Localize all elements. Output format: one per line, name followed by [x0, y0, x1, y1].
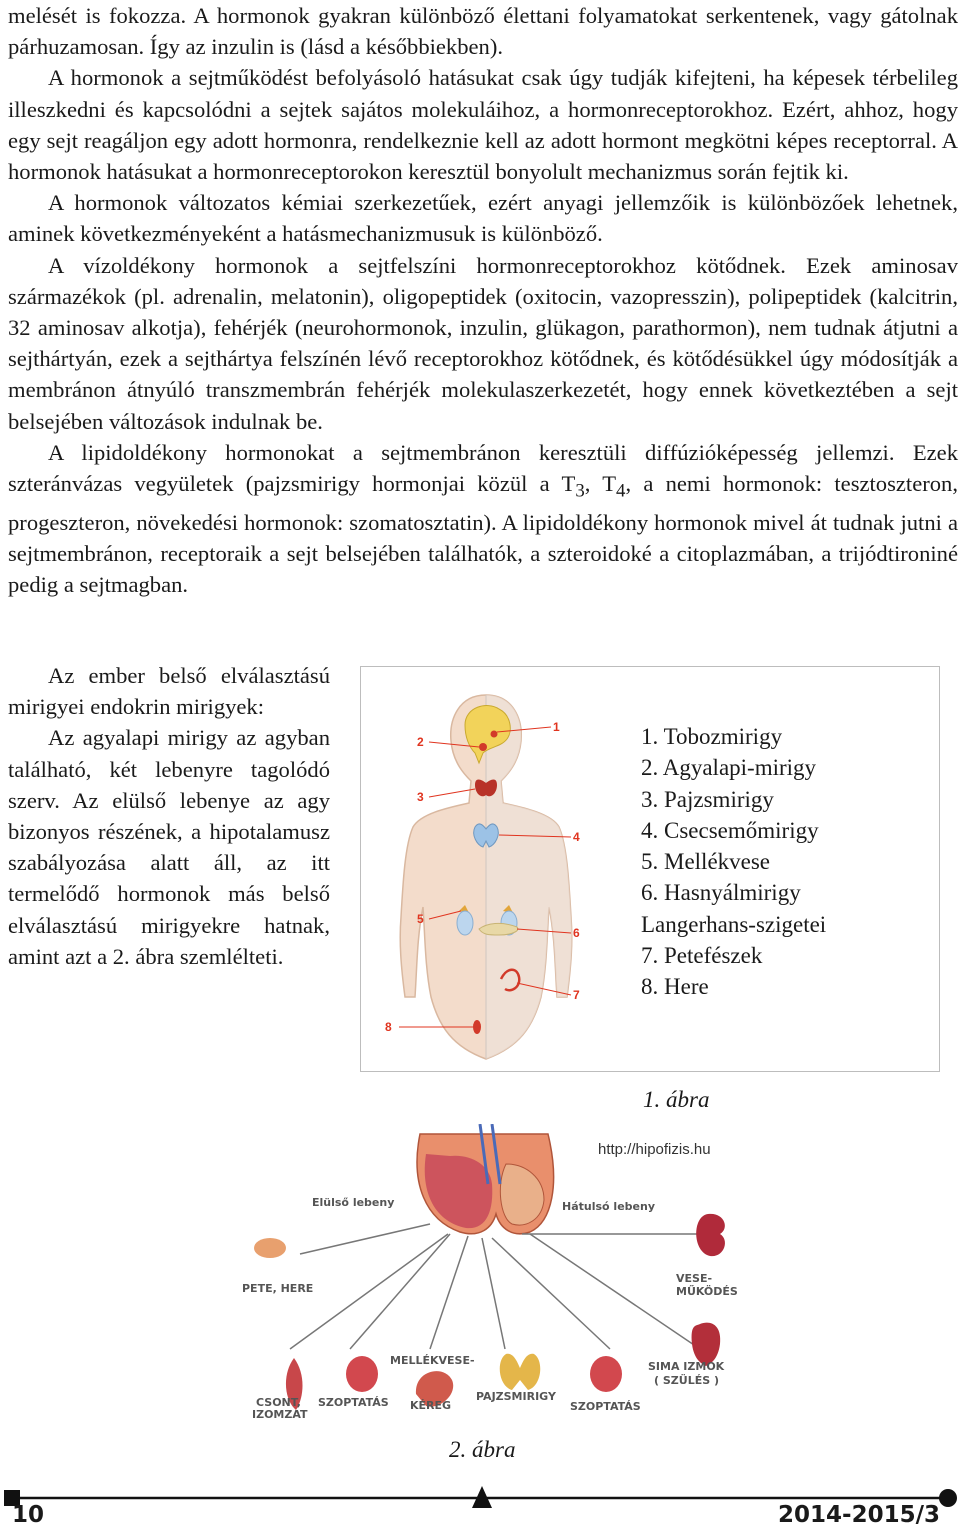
label-posterior-lobe: Hátulsó lebeny: [562, 1200, 655, 1213]
label-bone-2: IZOMZAT: [252, 1408, 308, 1421]
legend-item: 6. Hasnyálmirigy: [641, 880, 801, 906]
side-paragraph: Az agyalapi mirigy az agyban található, két lebenyre tagolódó szerv. Az elülső lebenye az agy bizonyos részének, a hipotalamusz szabályozása alatt áll, az itt termelődő hormonok más belső elválasztású mirigyekre hatnak, amint azt a 2. ábra szemlélteti.: [8, 725, 330, 969]
testes-icon: [254, 1238, 286, 1258]
paragraph-4: A vízoldékony hormonok a sejtfelszíni hormonreceptorokhoz kötődnek. Ezek aminosav származékok (pl. adrenalin, melatonin), oligopeptidek (oxitocin, vazopresszin), polipeptidek (kalcitrin, 32 aminosav alkotja), fehérjék (neurohormonok, inzulin, glükagon, parathormon), nem tudnak átjutni a sejthártyán, ezek a sejthártya felszínén lévő receptorokhoz kötődnek, és kötődésükkel úgy módosítják a membránon átnyúló transzmembrán fehérjék molekulaszerkezetét, hogy ennek következtében a sejt belsejében változások indulnak be.: [8, 252, 958, 434]
side-text: [8, 660, 330, 972]
paragraph-5: A lipidoldékony hormonokat a sejtmembránon keresztüli diffúzióképesség jellemzi. Ezek szteránvázas vegyületek (pajzsmirigy hormonjai közül a $T_3$, $T_4$, a nemi hormonok: tesztoszteron, progeszteron, növekedési hormonok: szomatosztatin). A lipidoldékony hormonok mivel át tudnak jutni a sejtmembránon, receptoraik a sejt belsejében találhatók, a szteroidoké a citoplazmában, a trijódtironiné pedig a sejtmagban.: [8, 439, 958, 598]
marker-8: 8: [385, 1020, 392, 1034]
figure-2-caption: 2. ábra: [449, 1437, 516, 1462]
marker-2: 2: [417, 735, 424, 749]
label-kidney-1: VESE-: [676, 1272, 713, 1285]
leader-3: [429, 789, 475, 797]
label-nursing-right: SZOPTATÁS: [570, 1400, 641, 1413]
footer-circle-icon: [939, 1489, 957, 1507]
label-thyroid: PAJZSMIRIGY: [476, 1390, 556, 1403]
paragraph-3: A hormonok változatos kémiai szerkezetűek, ezért anyagi jellemzőik is különbözőek lehetnek, aminek következményeként a hatásmechanizmusuk is különböző.: [8, 190, 958, 247]
breast-icon-right: [590, 1356, 622, 1392]
legend-item: 7. Petefészek: [641, 943, 763, 969]
pineal-icon: [491, 731, 498, 738]
marker-4: 4: [573, 830, 580, 844]
thyroid-icon-2: [500, 1354, 541, 1390]
label-smooth-muscle-2: ( SZÜLÉS ): [654, 1374, 719, 1387]
marker-6: 6: [573, 926, 580, 940]
kidney-left-icon: [457, 911, 473, 935]
arrows: [290, 1224, 713, 1349]
body-illustration: [361, 667, 631, 1067]
figure-1-legend: [641, 721, 826, 1003]
label-adrenal-1: MELLÉKVESE-: [390, 1354, 475, 1367]
label-anterior-lobe: Elülső lebeny: [312, 1196, 395, 1209]
issue-number: 2014-2015/3: [778, 1502, 940, 1528]
label-kidney-2: MŰKÖDÉS: [676, 1285, 738, 1298]
legend-item: 3. Pajzsmirigy: [641, 786, 774, 812]
marker-5: 5: [417, 912, 424, 926]
label-testes: PETE, HERE: [242, 1282, 314, 1295]
marker-3: 3: [417, 790, 424, 804]
breast-icon-left: [346, 1356, 378, 1392]
marker-7: 7: [573, 988, 580, 1002]
body-half-shade: [486, 695, 572, 1059]
label-bone-1: CSONT,: [256, 1396, 301, 1409]
legend-item: 4. Csecsemőmirigy: [641, 817, 819, 843]
source-url: http://hipofizis.hu: [598, 1141, 711, 1158]
legend-item: Langerhans-szigetei: [641, 911, 827, 937]
figure-1-caption: 1. ábra: [643, 1087, 710, 1112]
side-intro: Az ember belső elválasztású mirigyei endokrin mirigyek:: [8, 663, 330, 720]
testis-icon: [473, 1020, 481, 1034]
legend-item: 1. Tobozmirigy: [641, 724, 783, 749]
page-number: 10: [12, 1502, 45, 1528]
figure-2-diagram: [230, 1124, 750, 1424]
main-text: [8, 0, 958, 600]
figure-1-box: [360, 666, 940, 1072]
legend-item: 5. Mellékvese: [641, 849, 771, 875]
paragraph-1: melését is fokozza. A hormonok gyakran különböző élettani folyamatokat serkentenek, vagy gátolnak párhuzamosan. Így az inzulin is (lásd a későbbiekben).: [8, 3, 958, 60]
anterior-lobe-icon: [425, 1154, 493, 1228]
legend-item: 8. Here: [641, 974, 709, 1000]
kidney-icon: [696, 1214, 725, 1256]
label-smooth-muscle-1: SIMA IZMOK: [648, 1360, 725, 1373]
label-nursing-left: SZOPTATÁS: [318, 1396, 389, 1409]
pituitary-icon: [479, 743, 487, 751]
legend-item: 2. Agyalapi-mirigy: [641, 755, 817, 781]
label-adrenal-2: KÉREG: [410, 1399, 452, 1412]
paragraph-2: A hormonok a sejtműködést befolyásoló hatásukat csak úgy tudják kifejteni, ha képesek térbelileg illeszkedni és kapcsolódni a sejtek sajátos molekuláihoz, a hormonreceptorokhoz. Ezért, ahhoz, hogy egy sejt reagáljon egy adott hormonra, rendelkeznie kell az adott hormont megkötni képes receptorral. A hormonok hatásukat a hormonreceptorokon keresztül bonyolult mechanizmus során fejtik ki.: [8, 65, 958, 185]
marker-1: 1: [553, 720, 560, 734]
